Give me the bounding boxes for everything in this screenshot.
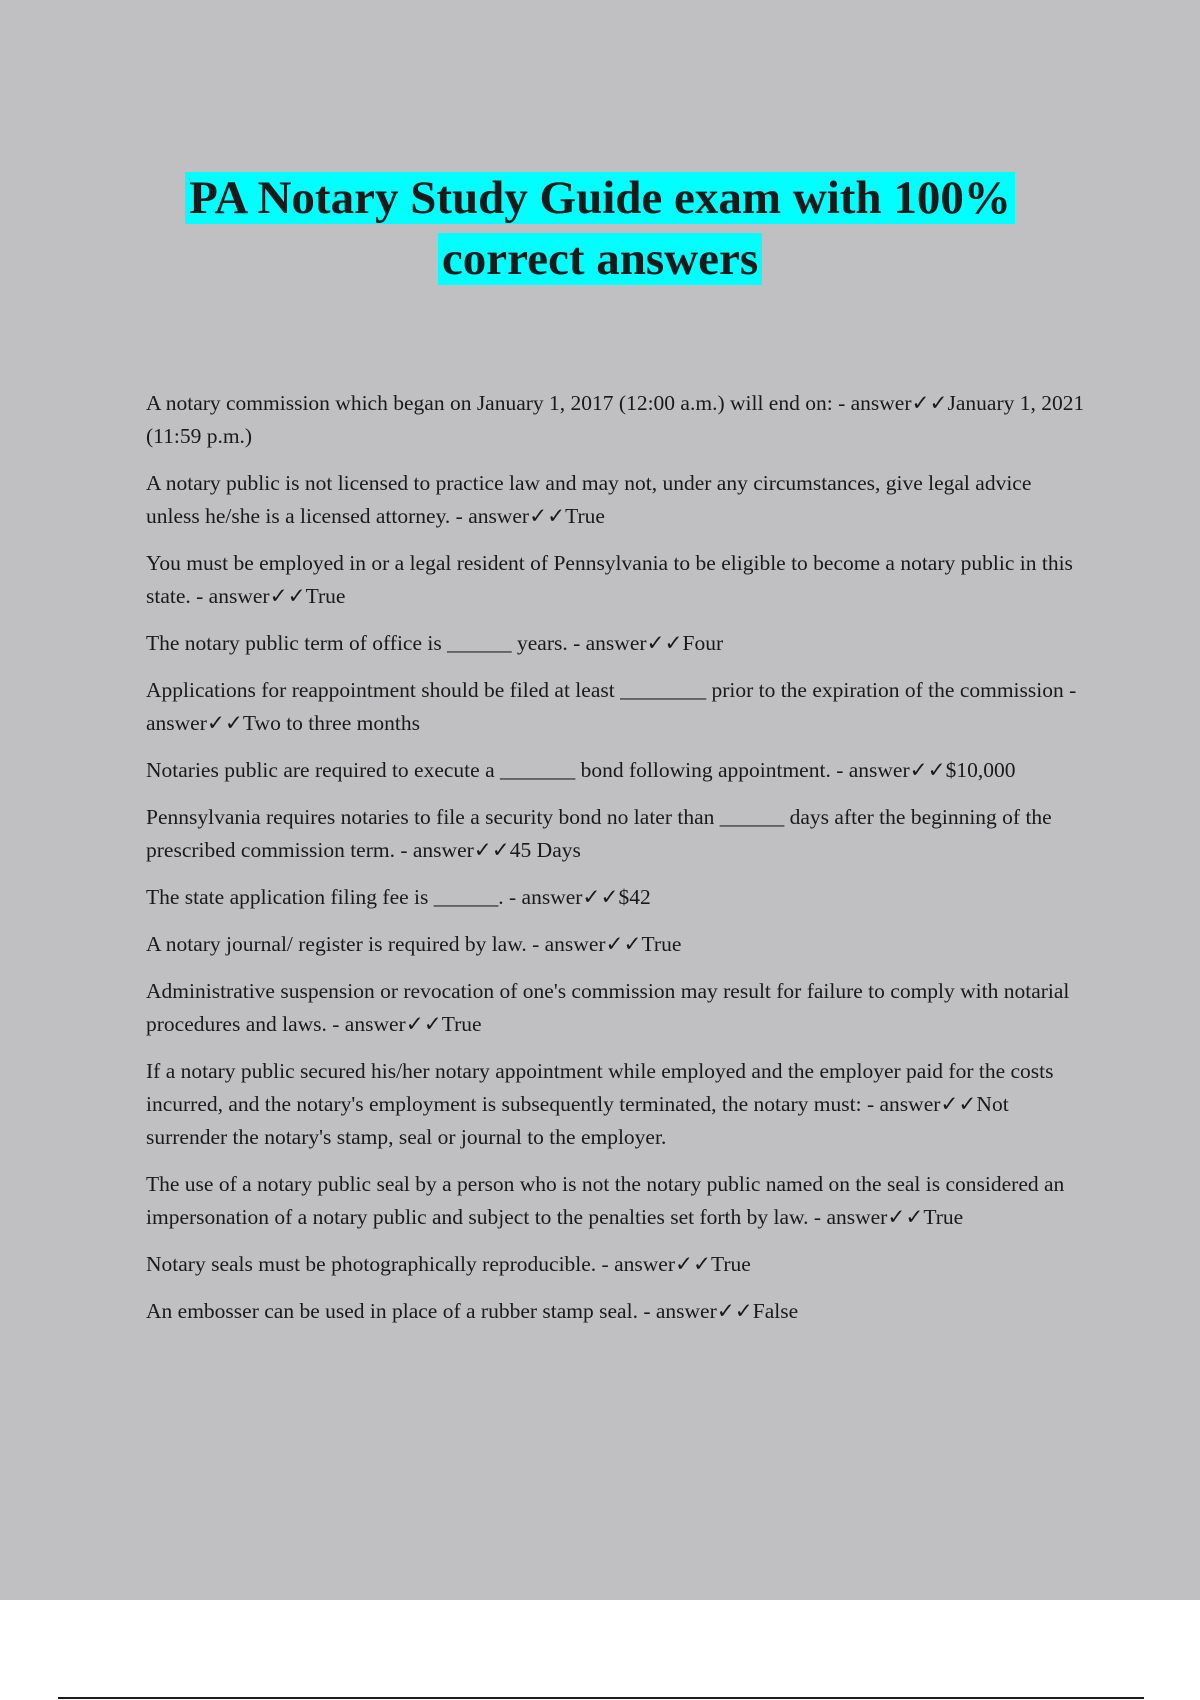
question-answer-list	[146, 387, 1086, 1342]
qa-item: A notary journal/ register is required by law. - answer✓✓True	[146, 932, 682, 956]
qa-item: A notary public is not licensed to practice law and may not, under any circumstances, give legal advice unless he/she is a licensed attorney. - answer✓✓True	[146, 471, 1032, 528]
qa-item: A notary commission which began on January 1, 2017 (12:00 a.m.) will end on: - answer✓✓January 1, 2021 (11:59 p.m.)	[146, 391, 1085, 448]
qa-item: Administrative suspension or revocation of one's commission may result for failure to comply with notarial procedures and laws. - answer✓✓True	[146, 979, 1070, 1036]
footer-divider	[58, 1697, 1144, 1699]
qa-item: An embosser can be used in place of a rubber stamp seal. - answer✓✓False	[146, 1299, 799, 1323]
document-title	[0, 168, 1200, 290]
title-line-1: PA Notary Study Guide exam with 100%	[185, 172, 1015, 224]
title-line-2: correct answers	[438, 233, 762, 285]
qa-item: The state application filing fee is ______. - answer✓✓$42	[146, 885, 651, 909]
qa-item: If a notary public secured his/her notary appointment while employed and the employer paid for the costs incurred, and the notary's employment is subsequently terminated, the notary must: - answer✓✓Not surrender the notary's stamp, seal or journal to the employer.	[146, 1059, 1054, 1149]
qa-item: Notary seals must be photographically reproducible. - answer✓✓True	[146, 1252, 751, 1276]
qa-item: Applications for reappointment should be filed at least ________ prior to the expiration of the commission - answer✓✓Two to three months	[146, 678, 1077, 735]
qa-item: The use of a notary public seal by a person who is not the notary public named on the seal is considered an impersonation of a notary public and subject to the penalties set forth by law. - answer✓✓True	[146, 1172, 1065, 1229]
qa-item: You must be employed in or a legal resident of Pennsylvania to be eligible to become a notary public in this state. - answer✓✓True	[146, 551, 1073, 608]
qa-item: The notary public term of office is ______ years. - answer✓✓Four	[146, 631, 724, 655]
qa-item: Notaries public are required to execute a _______ bond following appointment. - answer✓✓$10,000	[146, 758, 1016, 782]
qa-item: Pennsylvania requires notaries to file a security bond no later than ______ days after the beginning of the prescribed commission term. - answer✓✓45 Days	[146, 805, 1052, 862]
